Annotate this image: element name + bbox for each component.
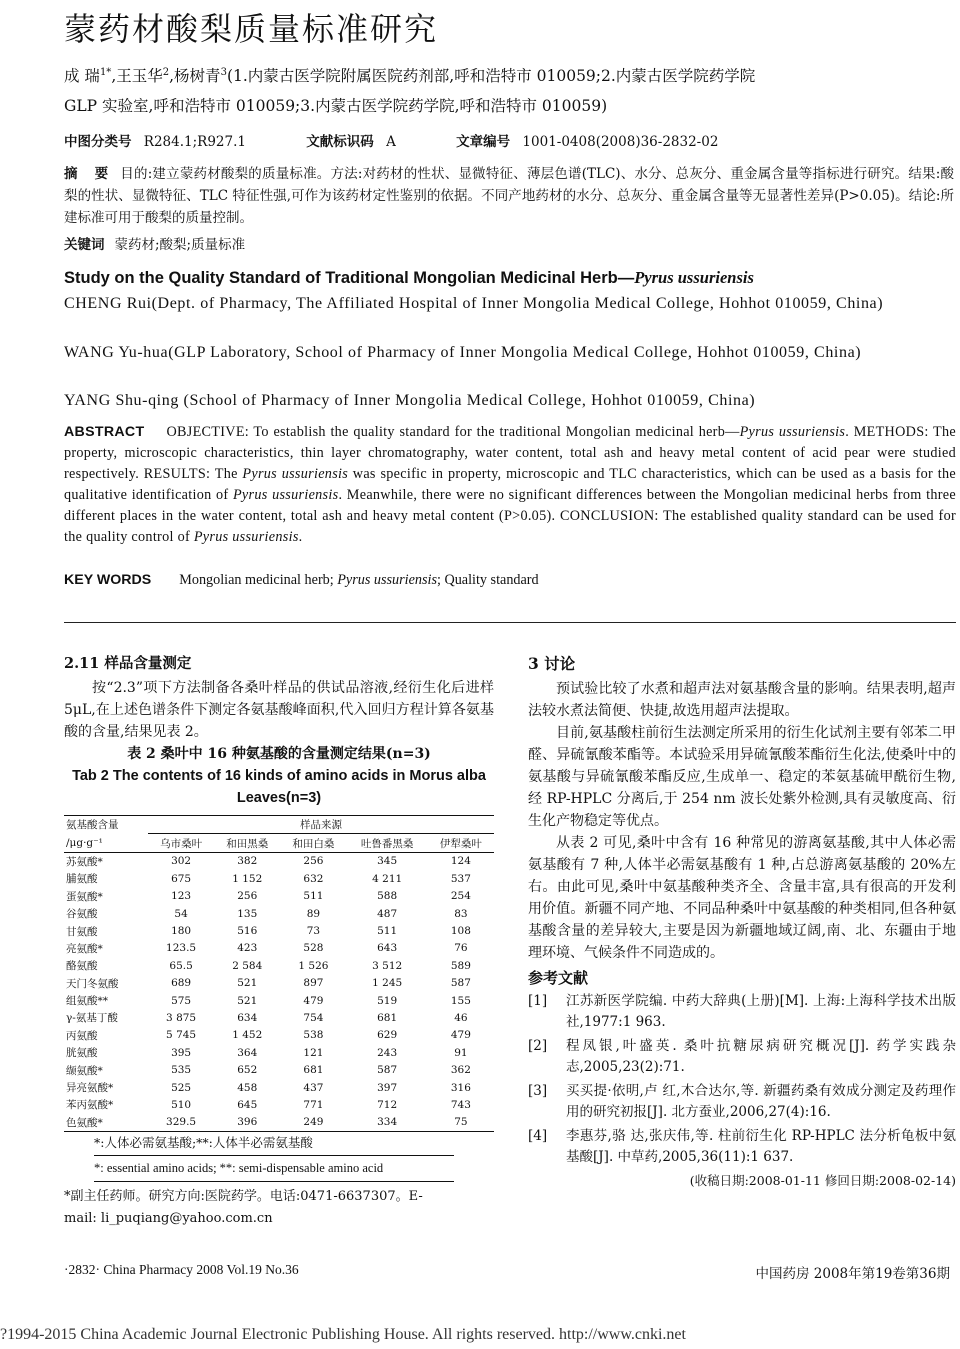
table-cell: 54 [174,907,188,920]
received-dates: (收稿日期:2008-01-11 修回日期:2008-02-14) [689,1173,956,1188]
english-affiliation-2: WANG Yu-hua(GLP Laboratory, School of Pharmacy of Inner Mongolia Medical College, Hohhot 010059, China) [64,344,862,361]
table-cell: 345 [377,855,398,868]
amino-acid-name: 缬氨酸* [66,1064,103,1077]
table-cell: 537 [450,872,471,885]
table-cell: 743 [450,1098,471,1111]
table-cell: 75 [428,1114,494,1132]
table-cell: 897 [303,977,324,990]
table-row [64,957,494,974]
table-row [64,1044,494,1061]
table-cell: 681 [377,1011,398,1024]
paragraph: 按“2.3”项下方法制备各桑叶样品的供试品溶液,经衍生化后进样 5μL,在上述色谱条件下测定各氨基酸峰面积,代入回归方程计算各氨基酸的含量,结果见表 2。 [64,680,494,740]
table-column-header: 乌市桑叶 [148,834,214,852]
table-cell: 754 [303,1011,324,1024]
english-keywords: KEY WORDS Mongolian medicinal herb; Pyrus ussuriensis; Quality standard [64,572,539,588]
table-cell: 645 [237,1098,258,1111]
references-list [528,991,956,1168]
table-cell: 689 [171,977,192,990]
table-cell: 771 [303,1098,324,1111]
table-row [64,1027,494,1044]
right-column [528,652,956,1189]
table-cell: 180 [171,925,192,938]
table-cell: 587 [377,1064,398,1077]
amino-acid-name: 谷氨酸 [66,908,98,921]
table-cell: 3 512 [372,959,403,972]
keywords-cn: 关键词 蒙药材;酸梨;质量标准 [64,237,246,253]
table-cell: 675 [171,872,192,885]
amino-acid-name: 天门冬氨酸 [66,977,119,990]
table-row [64,1096,494,1113]
table-cell: 521 [237,977,258,990]
amino-acid-name: 苯丙氨酸* [66,1099,114,1112]
references-heading: 参考文献 [528,969,589,987]
author-2: ,王玉华 [111,67,163,86]
table-row [64,888,494,905]
english-abstract: ABSTRACT OBJECTIVE: To establish the quality standard for the traditional Mongolian medicinal herb—Pyrus ussuriensis. METHODS: The property, microscopic characteristics, thin layer chromatography, water content, total ash and heavy metal content of acid pear were studied respectively. RESULTS: The Pyrus ussuriensis was specific in property, microscopic and TLC characteristics, which can be used as a basis for the qualitative identification of Pyrus ussuriensis. Meanwhile, there were no significant differences between the Mongolian medicinal herbs from three different places in the water content, total ash and heavy metal content (P>0.05). CONCLUSION: The established quality standard can be used for the quality control of Pyrus ussuriensis. [64,424,956,545]
table-cell: 329.5 [148,1114,214,1132]
table-cell: 1 452 [232,1029,263,1042]
table-cell: 316 [450,1081,471,1094]
left-column [64,652,494,1230]
table-notes [94,1132,494,1182]
footer-left: ·2832· China Pharmacy 2008 Vol.19 No.36 [64,1262,299,1277]
table-cell: 629 [377,1029,398,1042]
table-cell: 519 [377,994,398,1007]
table-cell: 3 875 [166,1011,197,1024]
table-row [64,905,494,922]
table-cell: 1 526 [298,959,329,972]
author-footnote: *副主任药师。研究方向:医院药学。电话:0471-6637307。E- mail: li_puqiang@yahoo.com.cn [64,1189,423,1227]
table-cell: 516 [237,925,258,938]
amino-acid-name: 苏氨酸* [66,855,103,868]
author-1: 成 瑞 [64,67,100,86]
table-cell: 681 [303,1064,324,1077]
table-cell: 364 [237,1046,258,1059]
table-column-header: 吐鲁番黑桑 [347,834,428,852]
table-cell: 155 [450,994,471,1007]
amino-acid-name: 异亮氨酸* [66,1082,114,1095]
table-cell: 5 745 [166,1029,197,1042]
table-cell: 1 152 [232,872,263,885]
table-cell: 83 [454,907,468,920]
table-cell: 73 [306,925,321,938]
table-caption-cn: 表 2 桑叶中 16 种氨基酸的含量测定结果(n=3) [127,746,431,762]
table-row [64,870,494,887]
table-cell: 487 [377,907,398,920]
table-cell: 587 [450,977,471,990]
table-cell: 1 245 [372,977,403,990]
reference-item: [2] 程凤银,叶盛英. 桑叶抗糖尿病研究概况[J]. 药学实践杂志,2005,23(2):71. [528,1038,956,1075]
classification-line: 中图分类号 R284.1;R927.1 文献标识码 A 文章编号 1001-0408(2008)36-2832-02 [64,134,719,150]
copyright-line: ?1994-2015 China Academic Journal Electronic Publishing House. All rights reserved. http://www.cnki.net [0,1326,686,1343]
table-cell: 256 [303,855,324,868]
table-cell: 634 [237,1011,258,1024]
table-cell: 538 [303,1029,324,1042]
table-cell: 643 [377,942,398,955]
paragraph: 预试验比较了水煮和超声法对氨基酸含量的影响。结果表明,超声法较水煮法简便、快捷,故选用超声法提取。 [528,681,956,719]
table-cell: 525 [171,1081,192,1094]
table-cell: 65.5 [169,959,193,972]
table-cell: 632 [303,872,324,885]
table-cell: 76 [454,942,468,955]
table-cell: 535 [171,1064,192,1077]
table-cell: 4 211 [372,872,403,885]
table-cell: 652 [237,1064,258,1077]
table-row [64,992,494,1009]
english-affiliation-1: CHENG Rui(Dept. of Pharmacy, The Affiliated Hospital of Inner Mongolia Medical College, Hohhot 010059, China) [64,295,884,312]
amino-acid-table [64,815,494,1132]
table-row [64,1009,494,1026]
table-cell: 124 [450,855,471,868]
affiliation-2: GLP 实验室,呼和浩特市 010059;3.内蒙古医学院药学院,呼和浩特市 010059) [64,97,608,116]
table-cell: 89 [306,907,321,920]
paragraph: 目前,氨基酸柱前衍生法测定所采用的衍生化试剂主要有邻苯二甲醛、异硫氰酸苯酯等。本试验采用异硫氰酸苯酯衍生化法,使桑叶中的氨基酸与异硫氰酸苯酯反应,生成单一、稳定的苯氨基硫甲酰衍生物,经 RP-HPLC 分离后,于 254 nm 波长处紫外检测,具有灵敏度高、衍生化产物稳定等优点。 [528,725,956,829]
amino-acid-name: 色氨酸* [64,1114,148,1132]
amino-acid-name: 酪氨酸 [66,960,98,973]
table-cell: 108 [450,925,471,938]
table-cell: 362 [450,1064,471,1077]
table-header-name: 氨基酸含量 [64,816,148,834]
footer-right: 中国药房 2008年第19卷第36期 [755,1266,950,1282]
article-title: 蒙药材酸梨质量标准研究 [64,10,439,48]
table-cell: 423 [237,942,258,955]
table-cell: 382 [237,855,258,868]
table-cell: 249 [280,1114,346,1132]
table-cell: 2 584 [232,959,263,972]
table-cell: 511 [377,925,398,938]
table-caption-en: Tab 2 The contents of 16 kinds of amino acids in Morus alba Leaves(n=3) [72,768,486,806]
table-cell: 397 [377,1081,398,1094]
table-header-unit: /μg·g⁻¹ [64,834,148,852]
table-cell: 302 [171,855,192,868]
table-cell: 121 [303,1046,324,1059]
affiliation-1: (1.内蒙古医学院附属医院药剂部,呼和浩特市 010059;2.内蒙古医学院药学院 [226,67,756,86]
amino-acid-name: γ-氨基丁酸 [66,1012,118,1025]
table-cell: 458 [237,1081,258,1094]
section-heading-3: 3 讨论 [528,654,576,673]
table-column-header: 和田白桑 [280,834,346,852]
amino-acid-name: 蛋氨酸* [66,890,103,903]
table-cell: 91 [454,1046,468,1059]
table-cell: 46 [454,1011,468,1024]
table-column-header: 伊犁桑叶 [428,834,494,852]
table-cell: 123.5 [166,942,197,955]
table-note-en: *: essential amino acids; **: semi-dispensable amino acid [94,1161,384,1176]
table-row [64,1079,494,1096]
reference-item: [3] 买买提·依明,卢 红,木合达尔,等. 新疆药桑有效成分测定及药理作用的研究初报[J]. 北方蚕业,2006,27(4):16. [528,1083,956,1120]
table-cell: 589 [450,959,471,972]
table-header-group: 样品来源 [148,816,494,834]
abstract-cn: 摘 要 目的:建立蒙药材酸梨的质量标准。方法:对药材的性状、显微特征、薄层色谱(TLC)、水分、总灰分、重金属含量等指标进行研究。结果:酸梨的性状、显微特征、TLC 特征性强,可作为该药材定性鉴别的依据。不同产地药材的水分、总灰分、重金属含量等无显著性差异(P>0.05)。结论:所建标准可用于酸梨的质量控制。 [64,166,954,226]
table-cell: 254 [450,890,471,903]
table-note-cn: *:人体必需氨基酸;**:人体半必需氨基酸 [94,1135,313,1151]
amino-acid-name: 胱氨酸 [66,1047,98,1060]
amino-acid-name: 甘氨酸 [66,925,98,938]
authors-line: 成 瑞$^{1*}$,王玉华$^2$,杨树青$^3$(1.内蒙古医学院附属医院药剂部,呼和浩特市 010059;2.内蒙古医学院药学院 [64,67,756,86]
amino-acid-name: 亮氨酸* [66,942,103,955]
section-divider [64,622,956,623]
table-cell: 437 [303,1081,324,1094]
paragraph: 从表 2 可见,桑叶中含有 16 种常见的游离氨基酸,其中人体必需氨基酸有 7 种,人体半必需氨基酸有 1 种,占总游离氨基酸的 20%左右。由此可见,桑叶中氨基酸种类齐全、含量丰富,具有很高的开发利用价值。新疆不同产地、不同品种桑叶中氨基酸的种类相同,但各种氨基酸含量的差异较大,主要是因为新疆地域辽阔,南、北、东疆由于地理环境、气候条件不同造成的。 [528,835,956,961]
table-row [64,922,494,939]
table-cell: 479 [303,994,324,1007]
table-cell: 123 [171,890,192,903]
table-column-header: 和田黑桑 [214,834,280,852]
reference-item: [4] 李惠芬,骆 达,张庆伟,等. 柱前衍生化 RP-HPLC 法分析龟板中氨基酸[J]. 中草药,2005,36(11):1 637. [528,1128,956,1165]
table-cell: 588 [377,890,398,903]
table-cell: 256 [237,890,258,903]
table-row [64,1061,494,1078]
authors-block [64,58,954,121]
table-cell: 135 [237,907,258,920]
table-cell: 243 [377,1046,398,1059]
table-cell: 396 [214,1114,280,1132]
table-row [64,975,494,992]
table-cell: 511 [303,890,324,903]
table-row [64,940,494,957]
table-cell: 479 [450,1029,471,1042]
table-row [64,1114,494,1132]
table-cell: 521 [237,994,258,1007]
english-title: Study on the Quality Standard of Traditional Mongolian Medicinal Herb—Pyrus ussuriensis [64,268,754,287]
table-cell: 395 [171,1046,192,1059]
amino-acid-name: 脯氨酸 [66,873,98,886]
table-cell: 712 [377,1098,398,1111]
amino-acid-name: 组氨酸** [66,995,108,1008]
english-affiliation-3: YANG Shu-qing (School of Pharmacy of Inner Mongolia Medical College, Hohhot 010059, China) [64,392,756,409]
table-row [64,852,494,870]
reference-item: [1] 江苏新医学院编. 中药大辞典(上册)[M]. 上海:上海科学技术出版社,1977:1 963. [528,993,956,1030]
author-3: ,杨树青 [169,67,221,86]
section-heading-2-11: 2.11 样品含量测定 [64,655,192,672]
table-cell: 528 [303,942,324,955]
amino-acid-name: 丙氨酸 [66,1029,98,1042]
table-cell: 575 [171,994,192,1007]
table-cell: 334 [347,1114,428,1132]
table-cell: 510 [171,1098,192,1111]
